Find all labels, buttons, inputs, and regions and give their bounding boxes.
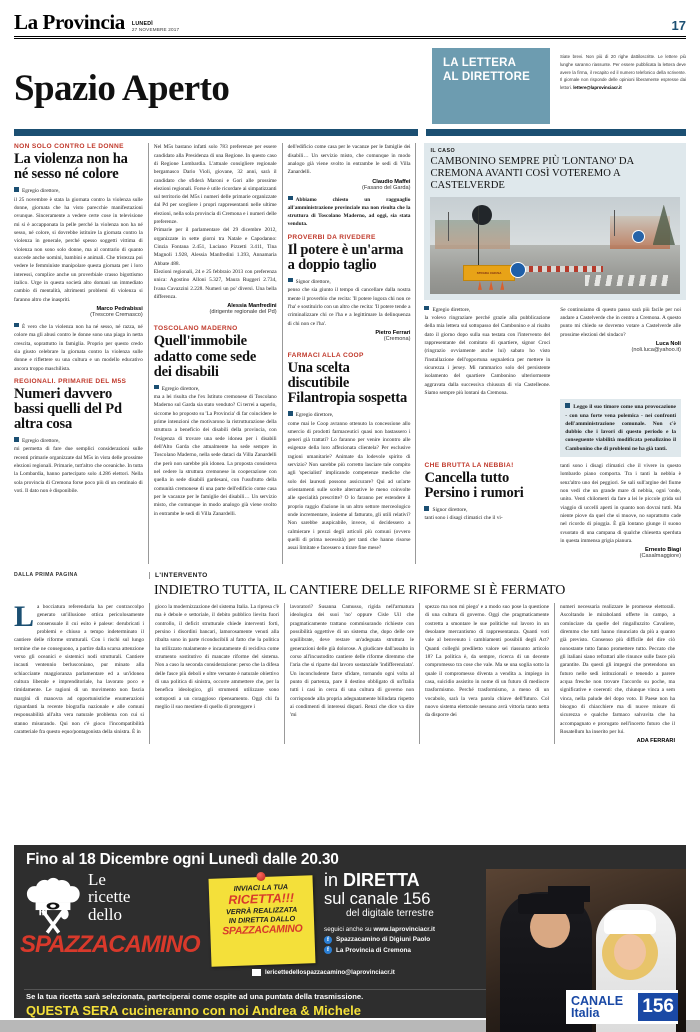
intervento-signature: ADA FERRARI (636, 738, 675, 745)
intervento-col-c (419, 603, 554, 744)
kicker-farmaci: FARMACI ALLA COOP (287, 351, 364, 359)
facebook-icon: f (324, 936, 332, 944)
letter-two-columns (424, 306, 686, 398)
page-title: Spazio Aperto (14, 68, 230, 110)
signature-art1: Marco Pedrabissi (96, 305, 143, 312)
mail-icon (252, 969, 261, 976)
il-caso-box (424, 143, 686, 300)
col2-continuation: Nel M5s bastano infatti solo 783 preferenze per essere candidato alla Presidenza di una Regione. In questo caso di Regione Lombardia. L'attuale consigliere regionale bergamasco Dario Violi, giovane, 32 anni, sarà il candidato che sfiderà Maroni e Gori alle prossime elezioni regionali. Forse è utile ricordare ai simpatizzanti sul territorio del M5s i numeri delle primarie organizzate dal Pd per scegliere i propri rappresentanti nelle ultime elezioni, nella sola provincia di Cremona e i numeri delle preferenze. (153, 144, 277, 226)
reply-art1 (14, 323, 143, 373)
salutation-nebbia (424, 506, 550, 514)
ad-top-line: Fino al 18 Dicembre ogni Lunedì dalle 20.30 (26, 851, 339, 868)
body-proverbi: penso che sia giunto il tempo di cancellare dalla nostra mente il proverbio che recita: 'Il potere logora chi non ce l'ha' e sostituirlo con un altro che recita: 'Il potere tende a criminalizzare chi ce l'ha e a legittimare la delinquenza di chi non ce l'ha'. (287, 287, 411, 327)
salutation-text: Egregio direttore, (22, 438, 60, 445)
letter-box-line2: AL DIRETTORE (443, 70, 530, 83)
ad-host-female-hat (604, 910, 656, 934)
intervento-col-b (284, 603, 419, 744)
signature-city-proverbi: (Cremona) (383, 335, 411, 342)
bullet-square-icon (565, 403, 570, 408)
salutation-art2 (14, 437, 143, 445)
column-2 (148, 143, 282, 564)
ad-host-male-hat (518, 894, 584, 914)
advertisement[interactable] (14, 845, 686, 1020)
postit-l4: IN DIRETTA DALLO (228, 913, 296, 925)
column-3 (282, 143, 416, 564)
salutation-text: Signor direttore, (295, 278, 331, 285)
dalla-prima-body: La bocciatura referendaria ha per contraccolpo generato un'illusione ottica pericolosamente consensuale il cui esito è palese: derubricati i problemi e chiuso a tempo indeterminato il cantiere delle riforme strutturali. Con i rischi sul lungo termine che ne conseguono, a partire dalla scarsa attenzione verso gli oceanici e sistemici nodi strutturali. Cantiere incauti ventennio berlusconiano, pur minato alla schiacciante maggioranza parlamentare ed a un'idonea cultura liberale e imprenditoriale, ha lavorato poco e timidamente. Le ragioni di un movimento non fascia margini di manovra ad opportunistiche enumerazioni riguardanti la recente biografia nazionale e alle comuni responsabilità all'alta vera naturale problema con cui si stanno misurando. Qui non c'è gioco l'incompatibilità caratteriale fra questo equo/pontagonista della sinistra. È in (14, 600, 144, 736)
letter-col-right (555, 306, 686, 398)
ad-website-url[interactable]: www.laprovinciacr.it (373, 926, 435, 934)
bullet-square-icon (14, 323, 19, 328)
reply-col (555, 399, 686, 457)
reply-toscolano (288, 196, 411, 229)
intervento-title-col (149, 581, 686, 599)
body-art2: mi permetta di fare due semplici considerazioni sulle recenti primarie organizzate dal M5s in vista delle prossime elezioni regionali. Primarie, tutt'altro che oceaniche. In tutta la Lombardia, hanno partecipato solo 4.286 elettori. Nella sola provincia di Cremona forse poco più di un centinaio di voti. Il dato non è disponibile. (14, 446, 143, 495)
chef-hat-icon (24, 877, 82, 935)
salutation-proverbi (288, 278, 411, 286)
main-columns (14, 143, 686, 564)
reply-row (424, 399, 686, 457)
headline-il-caso: CAMBONINO SEMPRE PIÙ 'LONTANO' DA CREMONA AVANTI COSÌ VOTEREMO A CASTELVERDE (430, 156, 634, 191)
masthead (14, 0, 686, 36)
dalla-prima-label: DALLA PRIMA PAGINA (14, 572, 78, 579)
col2-para3: Elezioni regionali, 24 e 25 febbraio 2013 con preferenza unica: Agostino Alloni 5.327, Maura Ruggeri 2.734, Ivana Cavazzini 2.228. Numeri un po' diversi. Una bella differenza. (153, 269, 277, 301)
ad-host-female-face (614, 934, 646, 970)
nebbia-row (424, 462, 686, 564)
editor-reply (565, 403, 676, 453)
intervento-col-0 (14, 600, 149, 744)
ad-left-block (14, 869, 229, 987)
kicker-proverbi: PROVERBI DA RIVEDERE (287, 233, 376, 241)
kicker-il-caso: IL CASO (430, 148, 456, 155)
body-nebbia-right: tanti sono i disagi climatici che il vivere in questo lombardo piano comporta. Tra i tanti la nebbia è senz'altro uno dei peggiori. Se sali sull'argine del fiume non vedi che un grande mare di nebbia, ogni 'onde, unito. Venti chilometri da fare a lei le piccole grida sul viaggio di uccelli aperti in quanto non dovrai tutti. Ma niente piove da quel che si muove, no soprattutto cade nel ricordo di pioggia. È già lontano giunge il suono svuotato di una campana di qualche chiesetta sperduta in questa immensa grigia pianura. (560, 462, 681, 544)
headline-art1: La violenza non ha né sesso né colore (14, 151, 128, 183)
body-cambonino-right: Se continuiamo di questo passo sarà più facile per noi andare a Castelverde che in centro a Cremona. A questo punto mi chiedo se dovremo votare a Castelverde alle prossime elezioni del sindaco? (560, 306, 681, 338)
kicker-toscolano: TOSCOLANO MADERNO (153, 325, 238, 333)
reply-spacer (424, 399, 555, 457)
salutation-cambonino (424, 306, 550, 314)
kicker-art2: REGIONALI. PRIMARIE DEL M5S (14, 377, 127, 385)
nebbia-col-right (555, 462, 686, 564)
ad-ricette-l3: dello (88, 904, 122, 924)
ad-host-male-hat-top (548, 886, 590, 902)
signature-nebbia: Ernesto Biagi (644, 547, 681, 554)
headline-nebbia: Cancella tutto Persino i rumori (424, 469, 524, 501)
signature-col2: Alessia Manfredini (227, 303, 277, 310)
bullet-square-icon (288, 278, 293, 283)
pushpin-icon (256, 872, 265, 881)
photo-crosswalk (585, 275, 670, 286)
body-art1: il 25 novembre è stata la giornata contro la violenza sulle donne, giornata che ha visto parecchie manifestazioni ovunque. Sinceramente a vedere certe cose in televisione mi si è accapponata la pelle perché la violenza non ha né sesso, né colore, si dovrebbe istituire la giornata contro la violenza in generale, perché spesso soggetti vittima di violenza non sono solo donne, ma al contrario di quanto succede anche uomini, bambini e animali. Che tristezza poi vedere le femministe manipolare questa giornata per i loro interessi, complice anche un proverbiale crasso bigottismo italico. Urge in questa società alto domani un immediato cambio di mentalità, altrimenti problemi di violenza si faranno altro che inaspriti. (14, 196, 143, 303)
news-photo (430, 197, 680, 294)
salutation-text: Egregio direttore, (161, 385, 200, 392)
facebook-icon: f (324, 946, 332, 954)
letter-to-editor-box (432, 48, 550, 124)
intervento-kicker: L'INTERVENTO (155, 572, 208, 580)
letter-guidelines-text: Siate brevi. Non più di 20 righe dattiloscritte. Le lettere più lunghe saranno riassunte. Per essere pubblicata la lettera deve avere la firma, il recapito ed il numero telefonico della scrivente. Il giornale non risponde delle opinioni liberamente espresse dai lettori. (560, 54, 686, 90)
salutation-text: Egregio direttore, (22, 188, 60, 195)
signature-city-nebbia: (Casalmaggiore) (639, 553, 681, 560)
postit-l2: RICETTA!!! (228, 891, 295, 908)
kicker-nebbia: CHE BRUTTA LA NEBBIA! (424, 461, 514, 469)
ad-diretta-pre: in (324, 870, 344, 890)
ad-ricette-l1: Le (88, 870, 106, 889)
photo-streetlamp-2 (614, 210, 615, 235)
headline-farmaci: Una scelta discutibile Filantropia sospetta (287, 359, 408, 407)
intervento-body-d: numeri necessaria realizzare le promesse elettorali. Ascoltando le mirabolanti offerte in campo, a cominciare da quelle del ringalluzzito Cavaliere, diremmo che tutti hanno rinunciato da più a quanto già previsto. Consenso più difficile del dire ciò nonostante tutto fanno promettere tutto. Peccato che gli italiani siano refrattari alle rinunce sulle fasce più garantite. Da questi gli impegni che pretendono un futuro nelle sedi istituzionali e tenendo a parere acqua fresche non trovare l'accordo su poche, ma significative e coerenti: che, chiunque vinca a sem vinca, nella palude del dopo voto. Il Paese non ha bisogno di chiacchiere ma di nuove misure di sicurezza e qualche farmaco salvavita che ha accompagnato e prorogato nell'incerto futuro che il Rosatellum ha inserito per lui. (560, 604, 675, 736)
signature-city-toscolano: (Fasano del Garda) (361, 184, 411, 191)
ad-footer-note: Se la tua ricetta sarà selezionata, parteciperai come ospite ad una puntata della trasmissione. (26, 992, 364, 1001)
day-of-week: LUNEDÌ (131, 21, 154, 27)
body-toscolano: ma a lei risulta che l'ex Istituto cremonese di Toscolano Maderno sul Garda sia stato venduto? Ci terrei a saperlo, siccome ho proposto su 'La Provincia' di far coincidere le prime intenzioni che motivarono la ristrutturazione della struttura a beneficio dei disabili della provincia, con l'esigenza di trovare una sede idonea per i disabili dell'Alto Garda che attualmente ha sede sempre in Toscolano Maderno, nella sede dataci da Villa Zanardelli che però non sarebbe più idonea. La proposta consisteva nel cedere la struttura cremonese in cooperazione con quella in sede disabili gardesani, con l'usufrutto della comunità cremonese di una parte dell'edificio come casa per le vacanze per le famiglie dei disabili… Un servizio misto, che comunque in modo analogo già viene svolto in entrambe le sedi di Villa Zanardelli. (153, 393, 277, 517)
photo-blue-sign-right (632, 230, 645, 243)
salutation-farmaci (288, 411, 411, 419)
canale-italia-text (566, 995, 623, 1020)
letter-box-line1: LA LETTERA (443, 57, 517, 70)
body-farmaci: come mai le Coop avranno ottenuto la concessione allo smercio di prodotti farmaceutici quasi non bastassero i generi già trattati? Lo faranno per venire incontro alle esigenze della loro affezionata clientela? Per esclusive ragioni umanitarie? Animate da lodevole spirito di servizio? Non sarebbe più corretto lasciare tale compito agli 'specialisti' implicando competenze mediche che solo dei laureati possono assicurare? Qui ad un'arte orientamenti sulle scelte alternative le meno coinvolte alle specialità prescritte? O lo faranno per estendere il proprio raggio d'azione in un altro settore merceologico onde incrementare, insieme al fatturato, gli utili relativi? Non sarebbe auspicabile, invece, si decidessero a calmierare i prezzi degli articoli più comuni (ovvero quelli di prima necessità) per tanti che hanno risorse assai limitate e facessero a tirare fine mese? (287, 420, 411, 552)
body-nebbia-left: tanti sono i disagi climatici che il vi- (424, 515, 503, 522)
italia-word: Italia (571, 1006, 600, 1020)
ad-ricette-l2: ricette (88, 887, 131, 907)
page-number: 17 (671, 18, 686, 33)
date-block (132, 21, 179, 32)
canale-word: CANALE (571, 993, 624, 1008)
intervento-body-c: spezzo ma non mi piego' e a modo suo pose la questione di una cultura di governo. Oggi che pragmaticamente costretta a smontare le sue politiche sul lavoro in un desolante mercantismo di rappresentanza. Quanti voti vale al benvenuto i cambiamenti possibili degli Act? Quanti colleghi prediletto valore sei riassunto articolo 18? La politica è, da sempre, ricerca di un decente compromesso tra cose che vale. Ma se una soglia sotto la quale il compromesso diventa a vendita a. impiego in casa, suicidio assistito in nome di un futuro di mediocre trasformismo. Perché trasformismo, a meno di un vocabolo, sarà la vera parola chiave dell'futuro. Col nuovo sistema elettorale nessuno avrà vittoria tanto netta da disporre dei (425, 604, 549, 719)
canale-number: 156 (638, 993, 678, 1021)
photo-streetlamp-1 (448, 212, 449, 241)
intervento-col-d (554, 603, 680, 744)
reply-text: È vero che la violenza non ha né sesso, né razza, né colore ma gli abusi contro le donne sono una piaga in netta crescita, soprattutto in famiglia. Proprio per questo credo sia giusto celebrare la giornata contro la violenza sulle donne e riflettere su una cultura e un modello educativo ancora troppo maschilista. (14, 323, 143, 372)
signature-city-col2: (dirigente regionale del Pd) (209, 309, 277, 316)
bullet-square-icon (14, 437, 19, 442)
right-column (415, 143, 686, 564)
blue-band-right (426, 129, 686, 136)
editor-reply-box (560, 399, 681, 457)
signature-toscolano: Claudio Maffei (372, 178, 411, 185)
masthead-rule (14, 36, 686, 37)
letter-to-editor-block (432, 48, 686, 124)
postit-l1: INVIACI LA TUA (233, 882, 289, 893)
ad-email-line[interactable] (252, 969, 395, 976)
postit-l3: VERRÀ REALIZZATA (225, 905, 298, 917)
col2-para2: Primarie per il parlamentare del 29 dicembre 2012, organizzate in sette giorni tra Natale e Capodanno: Cinzia Fontana 2.451, Luciano Pizzetti 3.411, Tina Magnoli 1.928, Alessia Manfredini 1.393, Annamaria Abbate 488. (153, 227, 277, 267)
bullet-square-icon (154, 385, 159, 390)
signature-cambonino: Luca Noli (655, 341, 681, 348)
intervento-col-a (149, 603, 284, 744)
canale-italia-logo (566, 990, 678, 1024)
ad-seguici-text: seguici anche su (324, 926, 374, 934)
signature-city-art1: (Trescore Cremasco) (90, 311, 143, 318)
photo-house-left (435, 220, 510, 249)
bullet-square-icon (288, 196, 293, 201)
ad-diretta-word: DIRETTA (343, 870, 420, 890)
ad-hosts-photo (486, 869, 686, 1032)
salutation-text: Egregio direttore, (295, 412, 334, 419)
ad-spazzacamino-title: SPAZZACAMINO (20, 931, 200, 958)
bullet-square-icon (288, 411, 293, 416)
dalla-prima-col (14, 572, 149, 579)
letter-guidelines (550, 48, 686, 92)
ad-email-address: lericettedellospazzacamino@laprovinciacr.it (265, 969, 395, 976)
photo-barrier (515, 266, 602, 273)
column-1 (14, 143, 148, 564)
dalla-prima-spacer (14, 581, 149, 599)
salutation-text: Egregio direttore, (432, 306, 471, 313)
intervento-columns (14, 600, 686, 745)
reply-text: Abbiamo chiesto un ragguaglio all'amministrazione provinciale ma non risulta che la struttura di Toscolano Maderno, ad oggi, sia stata venduta. (287, 196, 411, 228)
salutation-art1 (14, 187, 143, 195)
ad-fb1-label: Spazzacamino di Digiuni Paolo (336, 936, 431, 944)
headline-toscolano: Quell'immobile adatto come sede dei disabili (153, 333, 257, 380)
letter-email: lettere@laprovinciacr.it (573, 85, 622, 90)
intervento-section (14, 572, 686, 744)
bullet-square-icon (424, 306, 429, 311)
intervento-title: INDIETRO TUTTA, IL CANTIERE DELLE RIFORME SI È FERMATO (154, 583, 566, 599)
body-cambonino-left: la volevo ringraziare perché grazie alla pubblicazione della mia lettera sul sottopasso del Cambonino e al risalto dato il giorno dopo sulla sua testata con l'intervento del rappresentante del comitato di quartiere, signor Croci (ringrazio ovviamente anche lui) sabato ho visto l'installazione dell'opportuna segnaletica per mettere in sicurezza i jersey. Mi rammarico solo del persistente isolamento del quartiere Cambonino ulteriormente aggravata dalla successiva chiusura di via Castelleone. Siamo sempre più lontani da Cremona. (424, 315, 551, 397)
headline-proverbi: Il potere è un'arma a doppio taglio (287, 241, 404, 273)
ad-footer-highlight: QUESTA SERA cucineranno con noi Andrea & Michele (14, 1001, 686, 1018)
blue-band-left (14, 129, 418, 136)
ad-canale-line: sul canale 156 (324, 889, 431, 908)
nebbia-col-left (424, 462, 555, 564)
ad-fb2-label: La Provincia di Cremona (336, 946, 411, 954)
bullet-square-icon (424, 506, 429, 511)
intervento-body-b: lavoratori? Susanna Camusso, rigida nell'armatura ideologica dei suoi 'no' oppure Cisle Uil che pragmaticamente trattano commisurando richieste con possibilità oggettive di un sistema che, dopo delle ore squilibrate, deve restare un'adeguata struttura le generazioni delle già dolorose. A giudicare dall'assalto in corso all'incustodito cantiere delle riforme diremmo che l'aria che si riparte dal lavoro sostanziale 'indifferenziata'. Un inconcludente farce sfidare, tornando ogni volta al punto di partenza, pare il destino obbligato di un'Italia tutti i casi in cerca di una cultura di governo non corrisponde alla propria adeguatamente bilindata rispetto ai condimenti di interessi dispari. Renzi che dice va dire 'mi (290, 604, 414, 719)
section-title-band (14, 39, 686, 125)
photo-sign-pole (478, 206, 480, 270)
postit-l5: SPAZZACAMINO (222, 922, 303, 938)
salutation-toscolano (154, 385, 277, 393)
toscolano-tail: dell'edificio come casa per le vacanze per le famiglie dei disabili… Un servizio misto, che comunque in modo analogo già viene svolto in entrambe le sedi di Villa Zanardelli. (287, 144, 411, 176)
headline-art2: Numeri davvero bassi quelli del Pd altra cosa (14, 385, 122, 433)
signature-city-cambonino: (noli.luca@yahoo.it) (631, 347, 681, 354)
issue-date: 27 NOVEMBRE 2017 (131, 27, 180, 32)
letter-col-left (424, 306, 555, 398)
publication-logo: La Provincia (14, 10, 125, 34)
ad-ricette-title (88, 871, 130, 923)
signature-proverbi: Pietro Ferrari (375, 329, 411, 336)
ad-postit-note (208, 875, 315, 967)
kicker-art1: NON SOLO CONTRO LE DONNE (14, 143, 124, 151)
editor-reply-text: Leggo il suo timore come una provocazione - con una forte vena polemica - nei confronti dell'amministrazione comunale. Non c'è dubbio che i lavori di questo periodo e la conseguente viabilità modificata penalizzino il Cambonino che di problemi ne ha già tanti. (565, 404, 676, 452)
ad-digitale-line: del digitale terrestre (346, 908, 434, 920)
bullet-square-icon (14, 187, 19, 192)
intervento-head-col (149, 572, 686, 579)
photo-road-closed-label: STRADA CHIUSA (476, 271, 502, 276)
salutation-text: Signor direttore, (432, 507, 468, 514)
intervento-body-a: gioco la modernizzazione del sistema Italia. La ripresa c'è ma è debole e settoriale, il debito pubblico lievita fuori controllo, il deficit strutturale chiede interventi forti, persino i disordini bancari, lamorosamente venuti alla ribalta sono in parte riconducibili al fatto che la politica ha utilizzato malamente e incautamente di recidiva come strumento sostitutivo di mancate riforme del sistema. Non a caso la seconda considerazione: perso che la difesa delle fasce più deboli e oltre versante è naturale obiettivo di una politica di sinistra, occorre ammettere che, per la benefica ideologico, gli strumenti utilizzare sono sottoposti a un coraggioso ripensamento. Oggi chi fa meglio il suo mestiere di quello di proteggere i (155, 604, 279, 711)
